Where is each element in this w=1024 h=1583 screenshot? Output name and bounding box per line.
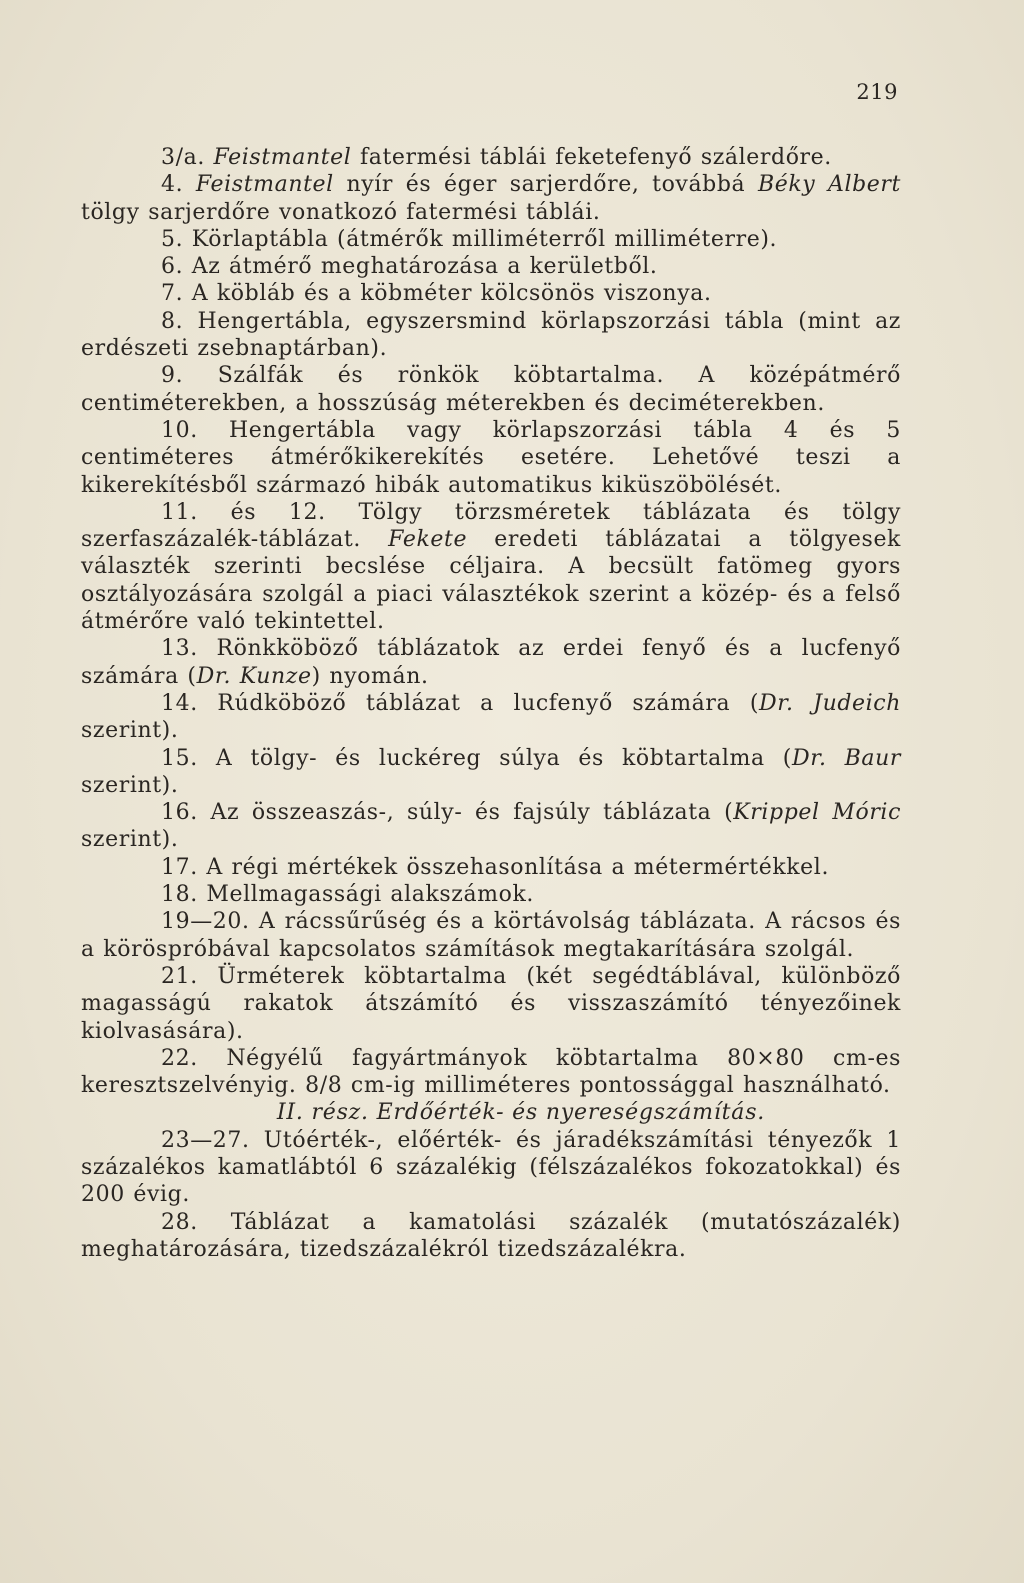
paragraph-p6 xyxy=(81,253,901,280)
text-run: fatermési táblái feketefenyő szálerdőre. xyxy=(351,145,832,170)
text-run: 16. Az összeaszás-, súly- és fajsúly táblázata ( xyxy=(161,800,734,826)
text-run: 28. Táblázat a kamatolási százalék (mutatószázalék) meghatározására, tizedszázalékról tizedszázalékra. xyxy=(81,1209,901,1262)
author-name: Feistmantel xyxy=(195,172,334,198)
author-name: Dr. Judeich xyxy=(759,690,901,716)
paragraph-p10 xyxy=(81,417,901,499)
page-number: 219 xyxy=(856,80,898,104)
paragraph-p5 xyxy=(81,226,901,253)
paragraph-p28 xyxy=(81,1209,901,1264)
author-name: Dr. Baur xyxy=(792,745,902,771)
text-run: 7. A köbláb és a köbméter kölcsönös viszonya. xyxy=(161,281,712,307)
paragraph-p16 xyxy=(81,799,901,854)
paragraph-p11 xyxy=(81,499,901,635)
paragraph-p23 xyxy=(81,1127,901,1209)
text-run: 4. xyxy=(161,172,196,198)
text-run: eredeti táblázatai a tölgyesek választék szerinti becslése céljaira. A becsült fatömeg gyors osztályozására szolgál a piaci választékok szerint a közép- és a felső átmérőre való tekintettel. xyxy=(81,527,901,635)
author-name: Béky Albert xyxy=(757,172,901,198)
author-name: Fekete xyxy=(388,527,468,553)
paragraph-p21 xyxy=(81,963,901,1045)
author-name: Krippel Móric xyxy=(733,800,901,826)
text-run: 10. Hengertábla vagy körlapszorzási tábla 4 és 5 centiméteres átmérőkikerekítés esetére. Lehetővé teszi a kikerekítésből származó hibák automatikus kiküszöbölését. xyxy=(81,417,901,498)
text-run: 8. Hengertábla, egyszersmind körlapszorzási tábla (mint az erdészeti zsebnaptárban). xyxy=(81,308,901,362)
paragraph-p18 xyxy=(81,881,901,908)
paragraph-p8 xyxy=(81,308,901,363)
text-run: nyír és éger sarjerdőre, továbbá xyxy=(333,172,758,198)
text-run: 6. Az átmérő meghatározása a kerületből. xyxy=(161,254,658,280)
text-run: szerint). xyxy=(81,718,179,744)
paragraph-p17 xyxy=(81,854,901,881)
table-list-part-2 xyxy=(81,1127,901,1263)
text-run: 19—20. A rácssűrűség és a körtávolság táblázata. A rácsos és a köröspróbával kapcsolatos számítások megtakarítására szolgál. xyxy=(81,909,901,962)
paragraph-p4 xyxy=(81,171,901,226)
text-run: ) nyomán. xyxy=(311,663,429,689)
text-run: 17. A régi mértékek összehasonlítása a métermértékkel. xyxy=(161,854,830,880)
section-heading: II. rész. Erdőérték- és nyereségszámítás. xyxy=(276,1100,766,1126)
table-list-part-1 xyxy=(81,144,901,1099)
text-run: 22. Négyélű fagyártmányok köbtartalma 80×80 cm-es keresztszelvényig. 8/8 cm-ig milliméteres pontossággal használható. xyxy=(81,1045,901,1099)
text-run: 15. A tölgy- és luckéreg súlya és köbtartalma ( xyxy=(161,745,792,771)
paragraph-p7 xyxy=(81,280,901,307)
text-run: 21. Ürméterek köbtartalma (két segédtáblával, különböző magasságú rakatok átszámító és visszaszámító tényezőinek kiolvasására). xyxy=(81,963,901,1044)
author-name: Dr. Kunze xyxy=(196,663,312,689)
text-run: 11. és 12. Tölgy törzsméretek táblázata és tölgy szerfaszázalék-táblázat. xyxy=(81,499,901,553)
paragraph-p22 xyxy=(81,1045,901,1100)
paragraph-p15 xyxy=(81,745,901,800)
text-run: 9. Szálfák és rönkök köbtartalma. A középátmérő centiméterekben, a hosszúság méterekben és deciméterekben. xyxy=(81,363,901,416)
text-run: szerint). xyxy=(81,772,179,798)
text-run: 3/a. xyxy=(161,145,214,170)
text-run: 23—27. Utóérték-, előérték- és járadékszámítási tényezők 1 százalékos kamatlábtól 6 százalékig (félszázalékos fokozatokkal) és 200 évig. xyxy=(81,1127,901,1208)
paragraph-p19 xyxy=(81,908,901,963)
text-run: 5. Körlaptábla (átmérők milliméterről milliméterre). xyxy=(161,226,778,252)
author-name: Feistmantel xyxy=(213,145,352,170)
paragraph-p3a xyxy=(81,144,901,171)
paragraph-p14 xyxy=(81,690,901,745)
body-text xyxy=(81,144,901,1263)
text-run: szerint). xyxy=(81,827,179,853)
text-run: 13. Rönkköböző táblázatok az erdei fenyő és a lucfenyő számára ( xyxy=(81,636,901,689)
text-run: tölgy sarjerdőre vonatkozó fatermési táblái. xyxy=(81,199,601,225)
paragraph-p13 xyxy=(81,635,901,690)
text-run: 14. Rúdköböző táblázat a lucfenyő számára ( xyxy=(161,690,760,716)
text-run: 18. Mellmagassági alakszámok. xyxy=(161,882,535,908)
paragraph-p9 xyxy=(81,362,901,417)
